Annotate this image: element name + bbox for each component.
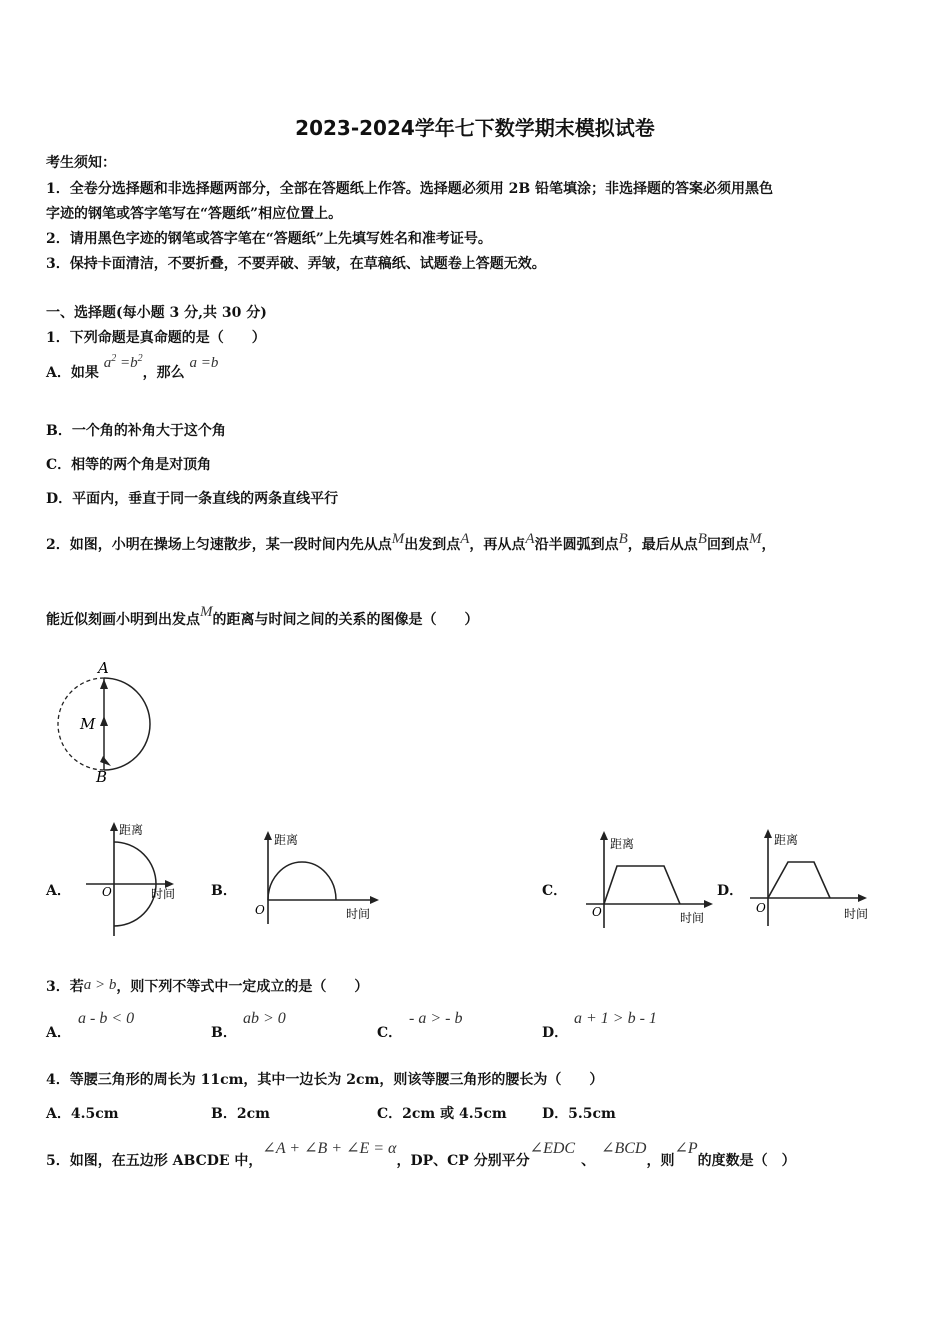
q5-stem (46, 1140, 796, 1170)
q2-graph-b-origin: O (255, 903, 265, 917)
q2-graph-b-curve (268, 862, 336, 900)
q3-stem (46, 976, 368, 996)
notice-line-1: 1．全卷分选择题和非选择题两部分，全部在答题纸上作答。选择题必须用 2B 铅笔填涂；非选择题的答案必须用黑色 (46, 181, 774, 197)
q1-option-c: C．相等的两个角是对顶角 (46, 457, 212, 473)
q2-graph-a-ylabel: 距离 (119, 823, 144, 837)
q2-option-d-label: D． (717, 883, 744, 899)
section-heading: 一、选择题(每小题 3 分,共 30 分) (46, 305, 267, 321)
q1-a-math-3: a =b (189, 355, 219, 371)
q2-graph-b-ylabel: 距离 (274, 833, 299, 847)
q2-graph-d-x-arrow (858, 894, 867, 902)
q1-option-b: B．一个角的补角大于这个角 (46, 423, 226, 439)
q2-fig-label-b: B (96, 768, 108, 786)
q2-point-b: B (618, 531, 628, 547)
q3-option-c-label: C． (377, 1025, 403, 1041)
q2-graph-b-xlabel: 时间 (346, 907, 371, 921)
q2-line2a: 能近似刻画小明到出发点 (46, 612, 200, 628)
q2-p7: ， (761, 537, 776, 553)
q2-p2: 出发到点 (404, 537, 461, 553)
q2-circle-figure (50, 658, 160, 788)
q2-point-m-3: M (200, 604, 213, 620)
q2-point-m-2: M (748, 531, 762, 547)
q2-graph-c-origin: O (592, 905, 602, 919)
q2-graph-c (580, 826, 720, 930)
q2-point-m: M (391, 531, 405, 547)
notice-line-1b: 字迹的钢笔或答字笔写在“答题纸”相应位置上。 (46, 206, 343, 222)
q4-option-d: D．5.5cm (542, 1106, 616, 1122)
q2-graph-c-curve (604, 866, 680, 904)
q1-option-d: D．平面内，垂直于同一条直线的两条直线平行 (46, 491, 339, 507)
q2-right-arc (104, 678, 150, 770)
q3-stem-math: a > b (83, 977, 117, 993)
q3-stem-pre: 3．若 (46, 979, 84, 995)
q2-graph-c-x-arrow (704, 900, 713, 908)
q1-a-math-1 (104, 355, 143, 371)
q2-graph-b-y-arrow (264, 831, 272, 840)
q2-graph-d-ylabel: 距离 (774, 833, 799, 847)
q5-p5: 的度数是（ ） (697, 1153, 796, 1169)
q2-line2b: 的距离与时间之间的关系的图像是（ ） (212, 612, 479, 628)
q3-option-c-math: - a > - b (409, 1010, 463, 1027)
q5-p4: ，则 (646, 1153, 675, 1169)
q2-graph-a-xlabel: 时间 (151, 887, 176, 901)
q2-graph-c-xlabel: 时间 (680, 911, 705, 925)
q5-math-4: ∠P (674, 1140, 698, 1157)
q5-math-2: ∠EDC (529, 1140, 576, 1157)
q3-option-d-math: a + 1 > b - 1 (574, 1010, 657, 1027)
q2-graph-d-origin: O (756, 901, 766, 915)
q5-p3: 、 (581, 1153, 596, 1169)
q2-fig-label-m: M (80, 715, 96, 733)
q2-stem-line-1 (46, 531, 776, 554)
q2-point-b-2: B (697, 531, 707, 547)
q2-p3: ，再从点 (469, 537, 526, 553)
q3-option-b-math: ab > 0 (243, 1010, 286, 1027)
q2-graph-c-y-arrow (600, 831, 608, 840)
q1-option-a (46, 353, 219, 382)
q2-graph-a (82, 818, 182, 940)
q2-graph-d-curve (768, 862, 830, 898)
q2-p5: ，最后从点 (627, 537, 698, 553)
q2-option-b-label: B． (211, 883, 237, 899)
q2-graph-a-y-arrow (110, 822, 118, 831)
q2-graph-c-ylabel: 距离 (610, 837, 635, 851)
q2-point-a: A (460, 531, 470, 547)
q2-graph-b-x-arrow (370, 896, 379, 904)
q2-p1: 2．如图，小明在操场上匀速散步，某一段时间内先从点 (46, 537, 392, 553)
q2-option-c-label: C． (542, 883, 568, 899)
q2-stem-line-2 (46, 604, 479, 629)
notice-heading: 考生须知： (46, 155, 116, 171)
q4-option-a: A．4.5cm (46, 1106, 119, 1122)
q2-arrow-up (100, 679, 108, 689)
q2-graph-d-xlabel: 时间 (844, 907, 869, 921)
q1-a-exp: 2 (111, 353, 117, 364)
q1-stem: 1．下列命题是真命题的是（ ） (46, 330, 266, 346)
q3-option-d-label: D． (542, 1025, 569, 1041)
q1-a-exp2: 2 (137, 353, 143, 364)
q5-math-3: ∠BCD (601, 1140, 647, 1157)
notice-line-2: 2．请用黑色字迹的钢笔或答字笔在“答题纸”上先填写姓名和准考证号。 (46, 231, 492, 247)
q5-p2: ，DP、CP 分别平分 (396, 1153, 530, 1169)
q2-p4: 沿半圆弧到点 (534, 537, 619, 553)
q2-graph-b (244, 826, 384, 926)
q4-stem: 4．等腰三角形的周长为 11cm，其中一边长为 2cm，则该等腰三角形的腰长为（ ） (46, 1072, 604, 1088)
q3-stem-post: ，则下列不等式中一定成立的是（ ） (116, 979, 369, 995)
q2-graph-d (744, 826, 884, 930)
q4-option-b: B．2cm (211, 1106, 270, 1122)
q1-a-prefix: A．如果 (46, 365, 99, 381)
q5-p1: 5．如图，在五边形 ABCDE 中， (46, 1153, 263, 1169)
q3-option-b-label: B． (211, 1025, 237, 1041)
q3-option-a-label: A． (46, 1025, 71, 1041)
page-title: 2023-2024学年七下数学期末模拟试卷 (295, 116, 655, 140)
notice-line-3: 3．保持卡面清洁，不要折叠，不要弄破、弄皱，在草稿纸、试题卷上答题无效。 (46, 256, 546, 272)
q3-option-a-math: a - b < 0 (78, 1010, 135, 1027)
q5-math-1: ∠A + ∠B + ∠E = α (262, 1140, 397, 1157)
q2-arrow-mid (100, 716, 108, 726)
q2-graph-d-y-arrow (764, 829, 772, 838)
q4-option-c: C．2cm 或 4.5cm (377, 1106, 507, 1122)
q2-arrow-bottom (100, 756, 111, 766)
q2-fig-label-a: A (98, 659, 109, 677)
q2-graph-a-origin: O (102, 885, 112, 899)
q1-a-mid: ，那么 (142, 365, 185, 381)
q2-option-a-label: A． (46, 883, 71, 899)
q2-point-a-2: A (525, 531, 535, 547)
q2-p6: 回到点 (706, 537, 749, 553)
q1-a-var: a (103, 355, 112, 371)
q1-a-var2: =b (120, 355, 138, 371)
